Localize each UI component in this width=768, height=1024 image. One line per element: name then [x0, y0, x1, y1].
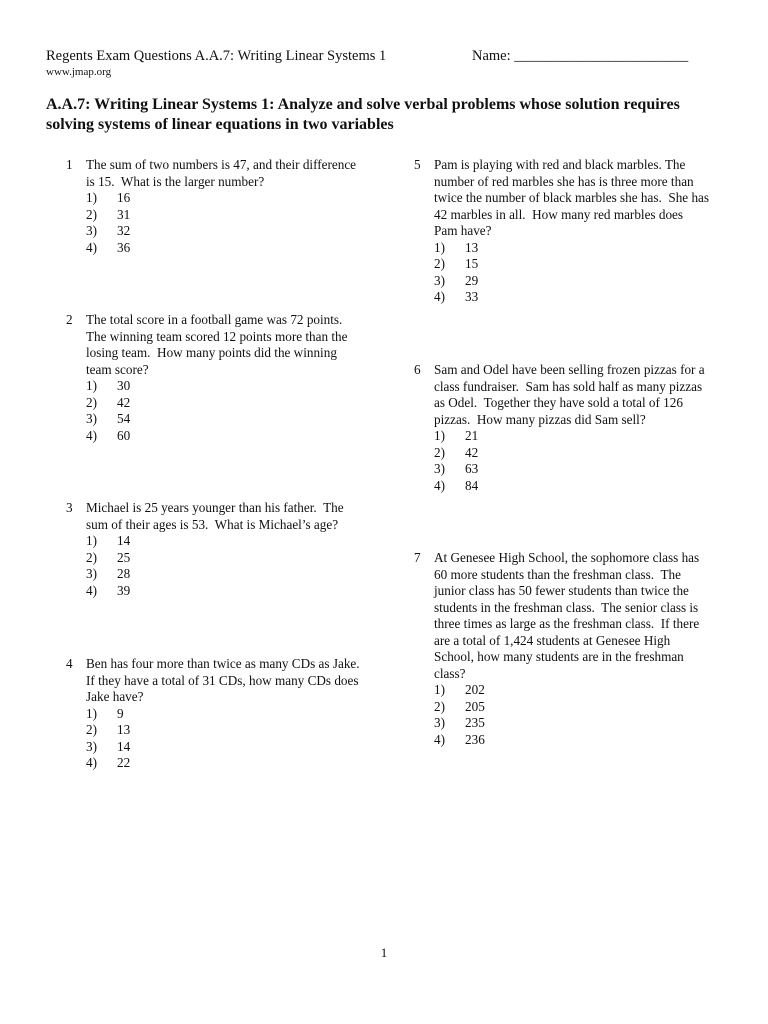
- option-label: 1): [86, 378, 97, 393]
- answer-option: [434, 445, 705, 462]
- name-field-label: Name: ________________________: [472, 48, 689, 64]
- option-label: 1): [86, 190, 97, 205]
- answer-option: [434, 428, 705, 445]
- answer-option: [86, 190, 356, 207]
- option-label: 4): [86, 582, 97, 598]
- option-value: 32: [117, 223, 131, 238]
- option-value: 60: [117, 427, 131, 443]
- answer-option: [86, 428, 348, 445]
- answer-options: [86, 706, 360, 772]
- answer-option: [434, 289, 709, 306]
- option-value: 28: [117, 566, 131, 581]
- answer-option: [86, 566, 344, 583]
- answer-option: [86, 411, 348, 428]
- answer-option: [434, 256, 709, 273]
- option-label: 2): [86, 206, 97, 222]
- option-value: 205: [465, 698, 485, 714]
- question-stem: The sum of two numbers is 47, and their difference is 15. What is the larger number?: [86, 157, 357, 189]
- answer-options: [434, 240, 709, 306]
- option-label: 3): [86, 223, 97, 238]
- answer-option: [434, 240, 709, 257]
- question-stem: At Genesee High School, the sophomore class has 60 more students than the freshman class. The junior class has 50 fewer students than twice the students in the freshman class. The senior class is three times as large as the freshman class. If there are a total of 1,424 students at Genesee High School, how many students are in the freshman class?: [434, 550, 700, 681]
- option-label: 2): [86, 722, 97, 737]
- answer-option: [434, 715, 699, 732]
- answer-option: [86, 722, 360, 739]
- answer-option: [86, 583, 344, 600]
- question-number: 3: [66, 500, 73, 515]
- option-value: 13: [465, 239, 479, 255]
- option-value: 13: [117, 722, 131, 737]
- option-label: 2): [434, 444, 445, 460]
- answer-options: [434, 682, 699, 748]
- option-label: 2): [86, 549, 97, 565]
- page-number: 1: [380, 945, 388, 960]
- option-value: 42: [465, 444, 479, 460]
- answer-options: [86, 190, 356, 256]
- option-value: 236: [465, 731, 485, 747]
- option-value: 202: [465, 682, 485, 697]
- option-value: 235: [465, 715, 485, 730]
- answer-option: [86, 706, 360, 723]
- question-number: 2: [66, 312, 73, 327]
- question-stem: The total score in a football game was 72 points. The winning team scored 12 points more than the losing team. How many points did the winning team score?: [86, 312, 348, 377]
- question-number: 5: [414, 157, 421, 172]
- option-label: 3): [86, 738, 97, 754]
- header-title: Regents Exam Questions A.A.7: Writing Linear Systems 1: [46, 48, 387, 64]
- question-stem: Pam is playing with red and black marbles. The number of red marbles she has is three more than twice the number of black marbles she has. She has 42 marbles in all. How many red marbles does Pam have?: [434, 157, 710, 238]
- answer-option: [434, 478, 705, 495]
- question-stem: Michael is 25 years younger than his father. The sum of their ages is 53. What is Michael’s age?: [86, 500, 344, 532]
- option-value: 21: [465, 428, 479, 443]
- option-value: 22: [117, 755, 131, 770]
- option-value: 36: [117, 239, 131, 255]
- answer-option: [434, 699, 699, 716]
- option-value: 31: [117, 206, 131, 222]
- answer-option: [86, 240, 356, 257]
- option-value: 84: [465, 477, 479, 493]
- answer-option: [434, 682, 699, 699]
- answer-option: [86, 395, 348, 412]
- option-label: 2): [434, 698, 445, 714]
- answer-option: [86, 755, 360, 772]
- question-stem: Ben has four more than twice as many CDs as Jake. If they have a total of 31 CDs, how many CDs does Jake have?: [86, 656, 360, 704]
- option-label: 3): [434, 715, 445, 730]
- option-label: 1): [86, 533, 97, 548]
- answer-option: [86, 223, 356, 240]
- answer-option: [86, 739, 360, 756]
- website-url: www.jmap.org: [46, 66, 112, 78]
- document-heading: A.A.7: Writing Linear Systems 1: Analyze and solve verbal problems whose solution requires solving systems of linear equations in two variables: [46, 96, 680, 133]
- option-label: 2): [434, 256, 445, 271]
- option-value: 63: [465, 461, 479, 476]
- option-label: 4): [434, 289, 445, 304]
- option-value: 16: [117, 190, 131, 205]
- option-value: 33: [465, 289, 479, 304]
- option-value: 39: [117, 582, 131, 598]
- answer-options: [434, 428, 705, 494]
- option-label: 1): [86, 705, 97, 721]
- option-label: 4): [86, 427, 97, 443]
- option-label: 3): [434, 461, 445, 476]
- option-value: 30: [117, 378, 131, 393]
- question-number: 4: [66, 656, 73, 671]
- option-label: 3): [434, 272, 445, 288]
- question-number: 6: [414, 362, 421, 377]
- question-number: 7: [414, 550, 421, 565]
- answer-option: [86, 378, 348, 395]
- option-value: 54: [117, 411, 131, 426]
- option-label: 4): [434, 731, 445, 747]
- answer-option: [434, 461, 705, 478]
- option-value: 14: [117, 533, 131, 548]
- option-value: 29: [465, 272, 479, 288]
- option-label: 1): [434, 682, 445, 697]
- option-label: 3): [86, 411, 97, 426]
- option-value: 15: [465, 256, 479, 271]
- answer-options: [86, 533, 344, 599]
- answer-option: [86, 207, 356, 224]
- option-label: 3): [86, 566, 97, 581]
- answer-option: [434, 732, 699, 749]
- answer-option: [86, 533, 344, 550]
- answer-option: [434, 273, 709, 290]
- option-label: 4): [86, 755, 97, 770]
- option-value: 25: [117, 549, 131, 565]
- option-label: 1): [434, 239, 445, 255]
- option-label: 2): [86, 394, 97, 410]
- option-value: 42: [117, 394, 131, 410]
- option-label: 4): [86, 239, 97, 255]
- option-label: 4): [434, 477, 445, 493]
- option-value: 14: [117, 738, 131, 754]
- answer-option: [86, 550, 344, 567]
- question-number: 1: [66, 157, 73, 172]
- option-value: 9: [117, 705, 124, 721]
- question-stem: Sam and Odel have been selling frozen pizzas for a class fundraiser. Sam has sold half as many pizzas as Odel. Together they have sold a total of 126 pizzas. How many pizzas did Sam sell?: [434, 362, 705, 427]
- option-label: 1): [434, 428, 445, 443]
- answer-options: [86, 378, 348, 444]
